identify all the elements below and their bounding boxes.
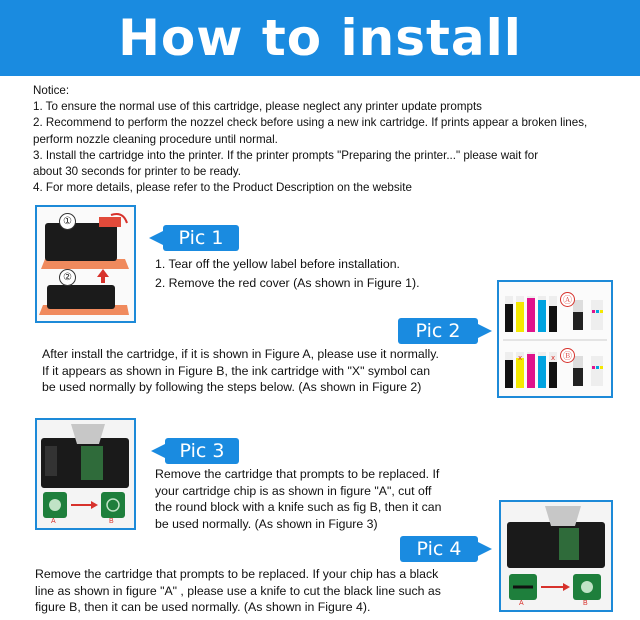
pic3-line: the round block with a knife such as fig B, then it can: [155, 500, 442, 514]
svg-text:x: x: [551, 354, 556, 362]
pic3-image: [35, 418, 136, 530]
pic3-label: Pic 3: [165, 438, 239, 464]
pic2-description: [42, 346, 439, 396]
pic4-image: [499, 500, 613, 612]
chip-b-label: B: [583, 600, 588, 607]
pic1-line: 2. Remove the red cover (As shown in Figure 1).: [155, 275, 420, 290]
chip-a-label: A: [51, 518, 56, 525]
chip-line-cut-illustration: [501, 502, 611, 610]
svg-text:x: x: [518, 354, 523, 362]
chip-b-label: B: [109, 518, 114, 525]
notice-heading: Notice:: [33, 84, 70, 97]
pic4-line: line as shown in figure "A" , please use a knife to cut the black line such as: [35, 583, 441, 598]
chip-cut-illustration: [37, 420, 134, 528]
notice-line: perform nozzle cleaning procedure until normal.: [33, 132, 278, 146]
notice-section: [33, 83, 633, 196]
pic1-image: [35, 205, 136, 323]
pic2-line: be used normally by following the steps below. (As shown in Figure 2): [42, 380, 422, 394]
pic4-line: Remove the cartridge that prompts to be replaced. If your chip has a black: [35, 567, 439, 581]
figure-a-marker: Ⓐ: [560, 292, 575, 307]
notice-line: about 30 seconds for printer to be ready.: [33, 165, 241, 179]
pic3-description: [155, 466, 441, 532]
pic4-line: figure B, then it can be used normally. (As shown in Figure 4).: [35, 600, 371, 614]
ink-status-screens: [499, 282, 611, 396]
pic1-line: 1. Tear off the yellow label before installation.: [155, 257, 400, 271]
pic3-line: be used normally. (As shown in Figure 3): [155, 516, 378, 531]
pic3-line: your cartridge chip is as shown in figure "A", cut off: [155, 483, 432, 498]
notice-line: 4. For more details, please refer to the Product Description on the website: [33, 181, 412, 195]
page-title: How to install: [118, 9, 522, 67]
pic3-line: Remove the cartridge that prompts to be replaced. If: [155, 467, 440, 481]
pic4-label: Pic 4: [400, 536, 478, 562]
figure-b-marker: Ⓑ: [560, 348, 575, 363]
pic2-label: Pic 2: [398, 318, 478, 344]
pic1-label: Pic 1: [163, 225, 239, 251]
notice-line: 2. Recommend to perform the nozzel check before using a new ink cartridge. If prints appear a broken lines,: [33, 116, 588, 130]
pic1-description: [155, 256, 420, 291]
cartridge-peel-illustration: [37, 207, 134, 321]
notice-line: 1. To ensure the normal use of this cartridge, please neglect any printer update prompts: [33, 100, 482, 114]
header-banner: [0, 0, 640, 76]
pic4-description: [35, 566, 441, 616]
step-marker-1: ①: [59, 213, 76, 230]
chip-a-label: A: [519, 600, 524, 607]
pic2-image: [497, 280, 613, 398]
pic2-line: After install the cartridge, if it is shown in Figure A, please use it normally.: [42, 347, 439, 361]
step-marker-2: ②: [59, 269, 76, 286]
notice-line: 3. Install the cartridge into the printer. If the printer prompts "Preparing the printer..." please wait for: [33, 148, 539, 162]
pic2-line: If it appears as shown in Figure B, the ink cartridge with "X" symbol can: [42, 363, 431, 378]
